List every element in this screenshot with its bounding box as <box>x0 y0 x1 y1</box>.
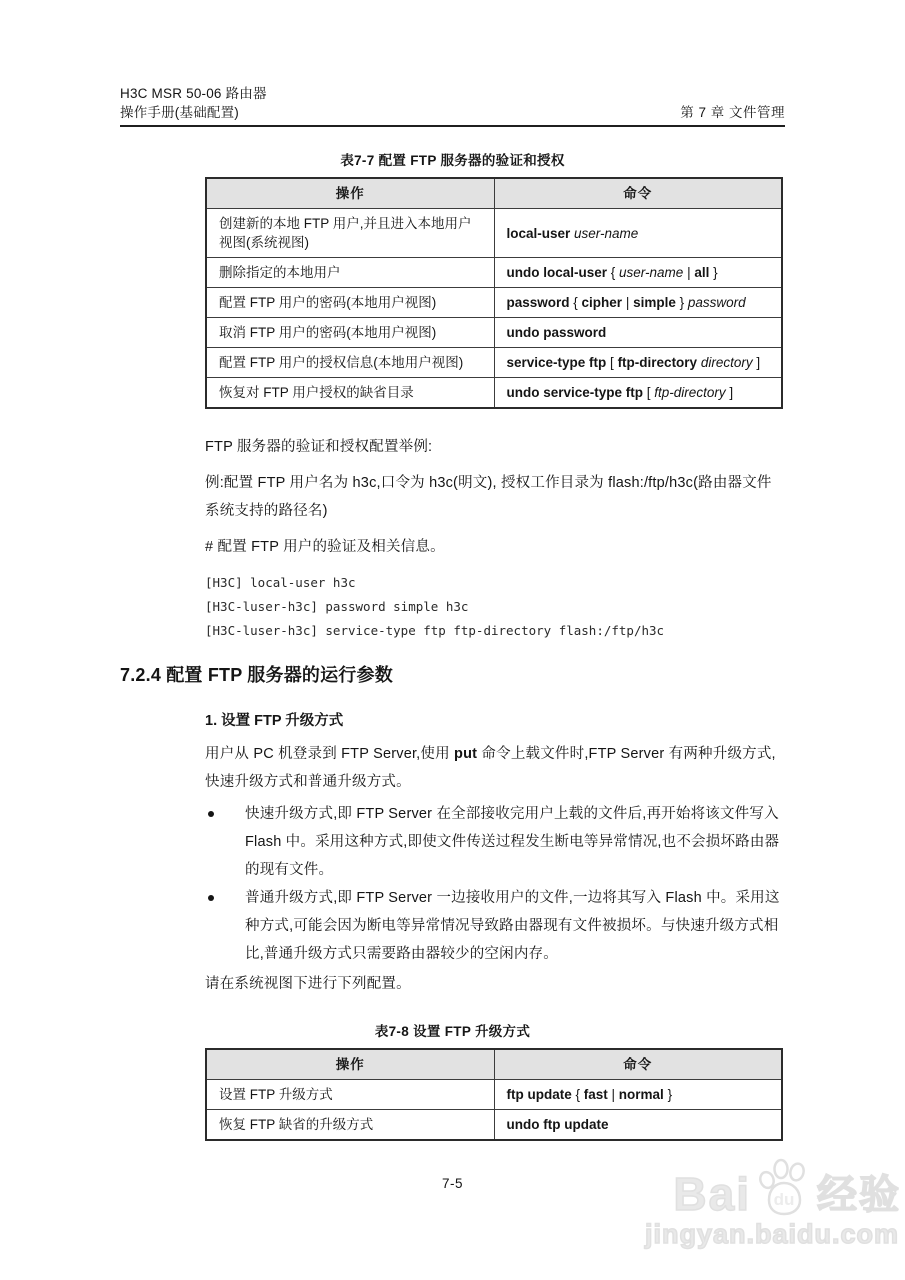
text-segment: | <box>683 265 695 280</box>
text-segment: { <box>569 295 582 310</box>
product-title: H3C MSR 50-06 路由器 <box>120 86 267 101</box>
text-segment: } <box>675 295 688 310</box>
column-header-command: 命令 <box>494 178 782 209</box>
text-segment: undo service-type ftp <box>506 385 644 400</box>
code-block <box>205 571 785 643</box>
operation-cell: 恢复 FTP 缺省的升级方式 <box>206 1110 494 1141</box>
text-segment: ] <box>752 355 761 370</box>
text-segment: normal <box>618 1087 664 1102</box>
text-segment: undo ftp update <box>506 1117 609 1132</box>
text-segment: fast <box>583 1087 608 1102</box>
text-segment: user-name <box>574 225 639 241</box>
watermark-brand-bai: Bai <box>673 1168 751 1220</box>
page-content <box>120 149 785 1141</box>
page-header <box>120 0 785 127</box>
text-segment: | <box>607 1087 619 1102</box>
upgrade-mode-bullet-list <box>205 800 785 968</box>
command-cell <box>494 378 782 409</box>
text-segment: simple <box>633 295 676 310</box>
operation-cell: 取消 FTP 用户的密码(本地用户视图) <box>206 318 494 348</box>
table-row <box>206 318 782 348</box>
text-segment: all <box>694 265 710 280</box>
operation-cell: 删除指定的本地用户 <box>206 258 494 288</box>
text-segment: ftp-directory <box>654 385 726 400</box>
svg-text:du: du <box>773 1190 795 1209</box>
text-segment: ] <box>725 385 734 400</box>
table-row <box>206 348 782 378</box>
text-segment: directory <box>700 355 753 370</box>
text-segment: 命令上载文件时,FTP Server 有两种升级方式,快速升级方式和普通升级方式。 <box>205 746 776 790</box>
operation-cell: 配置 FTP 用户的授权信息(本地用户视图) <box>206 348 494 378</box>
text-segment: | <box>622 295 634 310</box>
text-segment: service-type ftp <box>506 355 607 370</box>
bullet-item: 普通升级方式,即 FTP Server 一边接收用户的文件,一边将其写入 Flash 中。采用这种方式,可能会因为断电等异常情况导致路由器现有文件被损坏。与快速升级方式相比,普通升级方式只需要路由器较少的空闲内存。 <box>205 884 785 968</box>
paw-print-icon <box>753 1158 815 1221</box>
table-row <box>206 1080 782 1110</box>
table-7-8-head <box>206 1049 782 1080</box>
command-cell <box>494 209 782 258</box>
command-cell <box>494 1110 782 1141</box>
table-row <box>206 209 782 258</box>
command-cell <box>494 1080 782 1110</box>
text-segment: [ <box>606 355 618 370</box>
text-segment: password <box>687 295 746 310</box>
text-segment: ftp-directory <box>617 355 698 370</box>
table-row <box>206 258 782 288</box>
text-segment: ftp update <box>506 1087 572 1102</box>
header-left <box>120 84 267 122</box>
command-cell <box>494 258 782 288</box>
code-line: [H3C-luser-h3c] service-type ftp ftp-directory flash:/ftp/h3c <box>205 623 665 638</box>
operation-cell: 创建新的本地 FTP 用户,并且进入本地用户视图(系统视图) <box>206 209 494 258</box>
text-segment: } <box>709 265 718 280</box>
text-segment: undo password <box>506 325 607 340</box>
baidu-jingyan-watermark <box>645 1154 901 1250</box>
paragraph-config-comment: # 配置 FTP 用户的验证及相关信息。 <box>205 539 445 555</box>
command-cell <box>494 348 782 378</box>
paragraph-example-detail: 例:配置 FTP 用户名为 h3c,口令为 h3c(明文), 授权工作目录为 flash:/ftp/h3c(路由器文件系统支持的路径名) <box>205 475 772 519</box>
table-row <box>206 288 782 318</box>
chapter-title: 第 7 章 文件管理 <box>680 105 785 120</box>
watermark-url: jingyan.baidu.com <box>644 1219 899 1249</box>
table-7-7-caption: 表7-7 配置 FTP 服务器的验证和授权 <box>340 153 565 168</box>
text-segment: password <box>506 295 570 310</box>
table-7-8-body <box>206 1080 782 1141</box>
text-segment: undo local-user <box>506 265 608 280</box>
table-7-8-caption: 表7-8 设置 FTP 升级方式 <box>374 1024 531 1039</box>
bullet-item: 快速升级方式,即 FTP Server 在全部接收完用户上载的文件后,再开始将该文件写入 Flash 中。采用这种方式,即使文件传送过程发生断电等异常情况,也不会损坏路由器的现有文件。 <box>205 800 785 884</box>
table-7-7 <box>205 177 783 409</box>
code-line: [H3C] local-user h3c <box>205 575 356 590</box>
table-7-7-body <box>206 209 782 409</box>
column-header-operation: 操作 <box>206 1049 494 1080</box>
code-line: [H3C-luser-h3c] password simple h3c <box>205 599 469 614</box>
paragraph-upgrade-intro <box>205 740 785 796</box>
text-segment: user-name <box>619 265 684 280</box>
text-segment: } <box>663 1087 673 1102</box>
manual-title: 操作手册(基础配置) <box>120 105 239 120</box>
column-header-command: 命令 <box>494 1049 782 1080</box>
command-cell <box>494 318 782 348</box>
column-header-operation: 操作 <box>206 178 494 209</box>
watermark-brand-jingyan: 经验 <box>817 1173 901 1217</box>
text-segment: local-user <box>506 225 575 241</box>
paragraph-example-lead: FTP 服务器的验证和授权配置举例: <box>205 439 433 455</box>
text-segment: 用户从 PC 机登录到 FTP Server,使用 <box>205 746 455 762</box>
text-segment: { <box>607 265 620 280</box>
text-segment: [ <box>643 385 655 400</box>
table-row <box>206 1110 782 1141</box>
section-heading-724: 7.2.4 配置 FTP 服务器的运行参数 <box>120 665 393 685</box>
text-segment: cipher <box>581 295 623 310</box>
sub-heading-ftp-upgrade: 1. 设置 FTP 升级方式 <box>205 713 344 729</box>
operation-cell: 配置 FTP 用户的密码(本地用户视图) <box>206 288 494 318</box>
text-segment: put <box>454 746 478 762</box>
table-row <box>206 378 782 409</box>
operation-cell: 恢复对 FTP 用户授权的缺省目录 <box>206 378 494 409</box>
watermark-logo-row <box>645 1154 901 1220</box>
page-number: 7-5 <box>441 1176 463 1191</box>
table-header-row <box>206 1049 782 1080</box>
table-7-8 <box>205 1048 783 1141</box>
command-cell <box>494 288 782 318</box>
paragraph-config-instruction: 请在系统视图下进行下列配置。 <box>205 976 411 992</box>
table-header-row <box>206 178 782 209</box>
operation-cell: 设置 FTP 升级方式 <box>206 1080 494 1110</box>
text-segment: { <box>571 1087 584 1102</box>
table-7-7-head <box>206 178 782 209</box>
